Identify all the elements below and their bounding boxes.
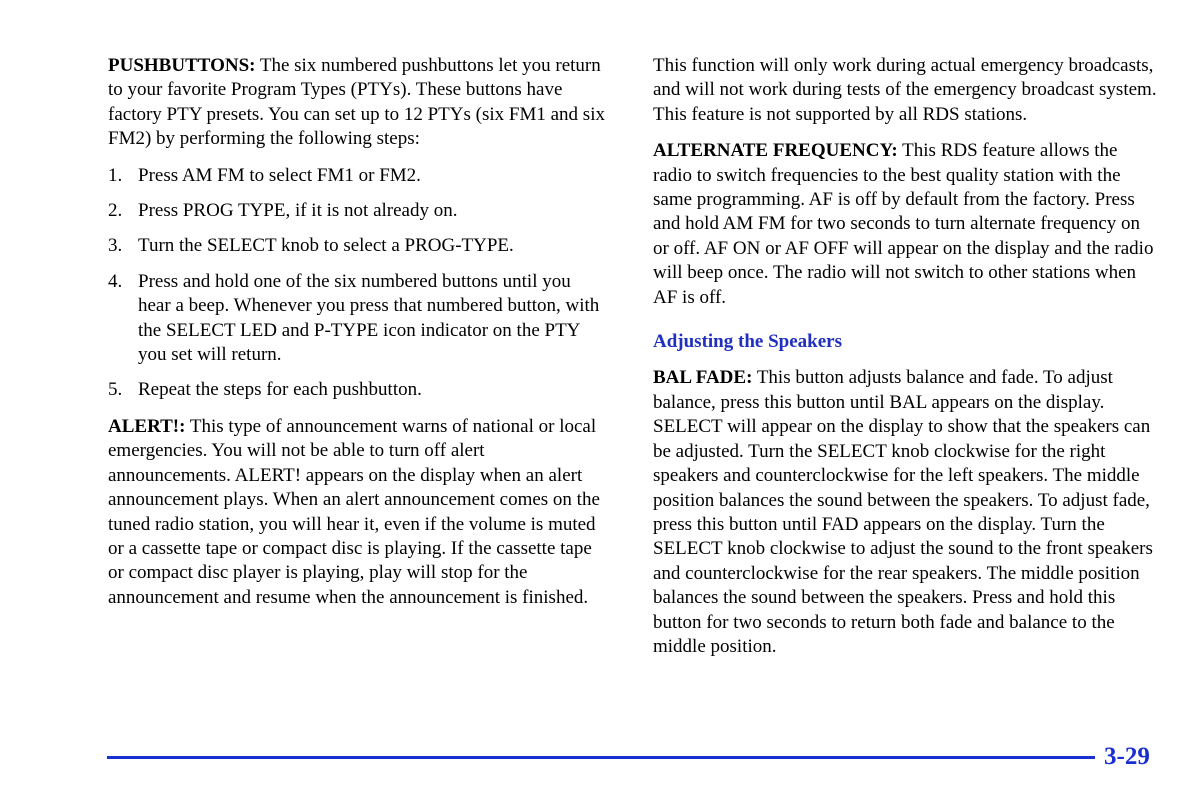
right-column [653,54,1159,671]
step-item [108,199,608,223]
footer-rule [107,756,1095,759]
step-text: Turn the SELECT knob to select a PROG-TYPE. [138,235,514,257]
step-number: 4. [108,270,123,292]
left-column [108,54,608,622]
step-number: 1. [108,164,123,186]
alert-continued-paragraph: This function will only work during actual emergency broadcasts, and will not work during tests of the emergency broadcast system. This feature is not supported by all RDS stations. [653,55,1157,125]
alert-paragraph [108,415,608,610]
alert-text: This type of announcement warns of national or local emergencies. You will not be able to turn off alert announcements. ALERT! appears on the display when an alert announcement plays. When an alert announcement comes on the tuned radio station, you will hear it, even if the volume is muted or a cassette tape or compact disc is playing. If the cassette tape or compact disc player is playing, play will stop for the announcement and resume when the announcement is finished. [108,415,600,608]
step-number: 2. [108,200,123,222]
bal-fade-paragraph [653,366,1159,659]
pushbuttons-paragraph [108,54,608,152]
step-item [108,270,608,368]
alternate-frequency-text: This RDS feature allows the radio to switch frequencies to the best quality station with the same programming. AF is off by default from the factory. Press and hold AM FM for two seconds to turn alternate frequency on or off. AF ON or AF OFF will appear on the display and the radio will beep once. The radio will not switch to other stations when AF is off. [653,140,1154,308]
bal-fade-lead: BAL FADE: [653,367,753,389]
step-text: Press and hold one of the six numbered buttons until you hear a beep. Whenever you press that numbered button, with the SELECT LED and P-TYPE icon indicator on the PTY you set will return. [138,270,600,366]
page-number: 3-29 [1104,743,1150,770]
step-text: Press AM FM to select FM1 or FM2. [138,164,421,186]
alert-lead: ALERT!: [108,415,186,437]
step-item [108,378,608,402]
section-heading: Adjusting the Speakers [653,331,842,353]
alternate-frequency-paragraph [653,139,1159,310]
step-item [108,164,608,188]
pushbuttons-text: The six numbered pushbuttons let you return to your favorite Program Types (PTYs). These buttons have factory PTY presets. You can set up to 12 PTYs (six FM1 and six FM2) by performing the following steps: [108,55,605,150]
step-text: Repeat the steps for each pushbutton. [138,379,422,401]
pty-steps-list [108,164,608,403]
step-number: 5. [108,379,123,401]
step-text: Press PROG TYPE, if it is not already on. [138,200,458,222]
bal-fade-text: This button adjusts balance and fade. To adjust balance, press this button until BAL appears on the display. SELECT will appear on the display to show that the speakers can be adjusted. Turn the SELECT knob clockwise for the right speakers and counterclockwise for the left speakers. The middle position balances the sound between the speakers. To adjust fade, press this button until FAD appears on the display. Turn the SELECT knob clockwise to adjust the sound to the front speakers and counterclockwise for the rear speakers. The middle position balances the sound between the speakers. Press and hold this button for two seconds to return both fade and balance to the middle position. [653,367,1153,657]
alternate-frequency-lead: ALTERNATE FREQUENCY: [653,140,898,162]
step-item [108,234,608,258]
step-number: 3. [108,235,123,257]
pushbuttons-lead: PUSHBUTTONS: [108,55,256,76]
